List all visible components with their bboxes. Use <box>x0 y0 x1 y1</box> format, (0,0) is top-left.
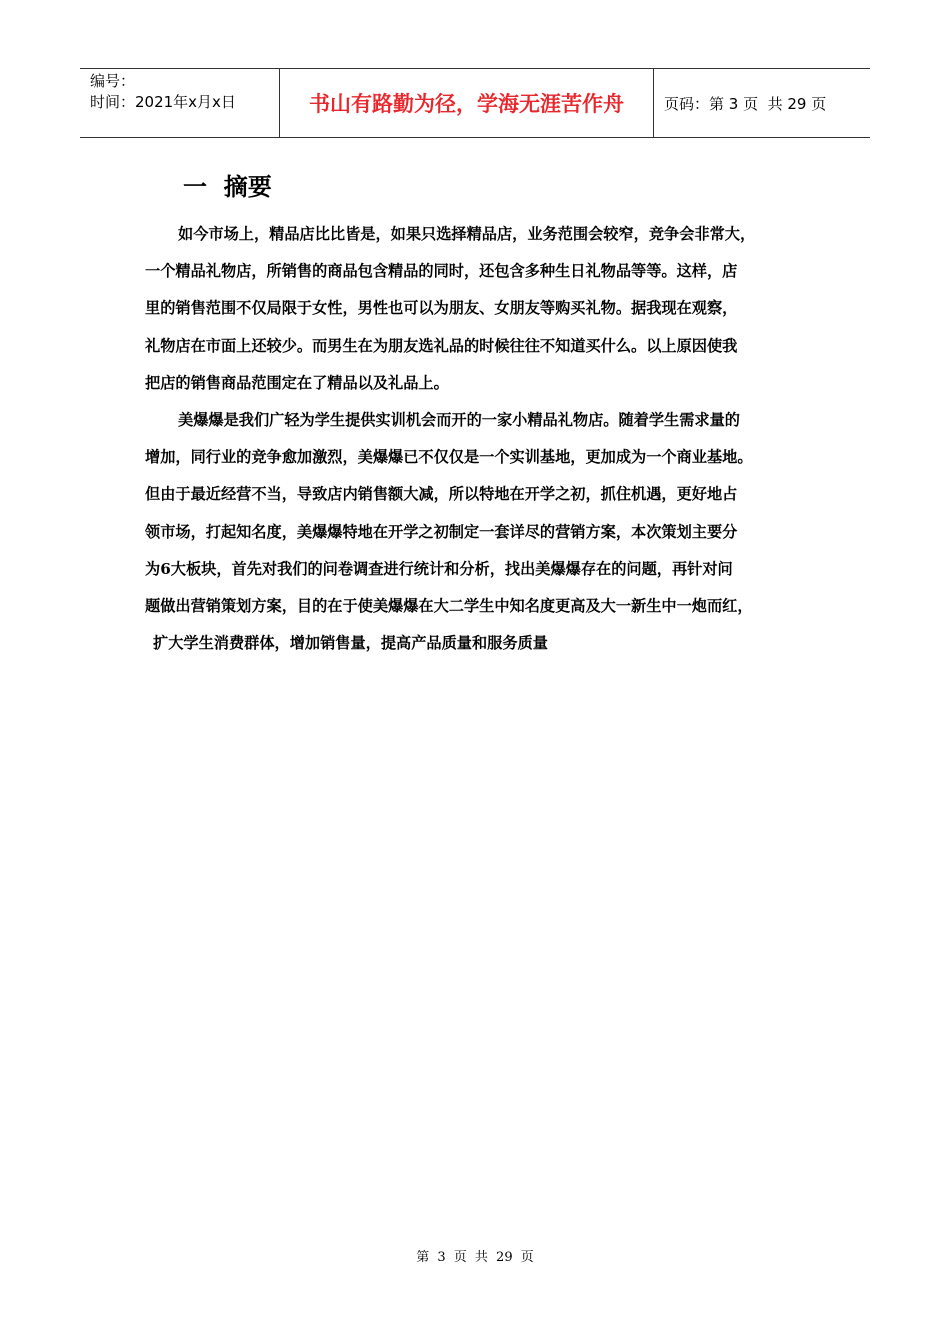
body-line: 里的销售范围不仅局限于女性，男性也可以为朋友、女朋友等购买礼物。据我现在观察， <box>145 299 738 318</box>
body-line: 把店的销售商品范围定在了精品以及礼品上。 <box>145 373 449 392</box>
time-label: 时间：2021年x月x日 <box>90 93 236 111</box>
body-line: 一个精品礼物店，所销售的商品包含精品的同时，还包含多种生日礼物品等等。这样，店 <box>145 262 738 281</box>
number-label: 编号： <box>90 72 136 90</box>
header-motto: 书山有路勤为径，学海无涯苦作舟 <box>280 69 654 137</box>
body-line: 领市场，打起知名度，美爆爆特地在开学之初制定一套详尽的营销方案，本次策划主要分 <box>145 522 738 541</box>
body-line: 扩大学生消费群体，增加销售量，提高产品质量和服务质量 <box>153 634 548 653</box>
abstract-body <box>145 219 813 665</box>
page-label: 页码：第 3 页 共 29 页 <box>664 94 827 113</box>
page-header <box>80 68 870 138</box>
section-title: 一 摘要 <box>183 172 272 201</box>
body-line: 如今市场上，精品店比比皆是，如果只选择精品店，业务范围会较窄，竞争会非常大， <box>178 225 756 243</box>
body-line: 增加，同行业的竞争愈加激烈，美爆爆已不仅仅是一个实训基地，更加成为一个商业基地。 <box>145 448 753 467</box>
header-meta <box>80 69 280 137</box>
body-line: 题做出营销策划方案，目的在于使美爆爆在大二学生中知名度更高及大一新生中一炮而红， <box>145 596 753 615</box>
body-line: 礼物店在市面上还较少。而男生在为朋友选礼品的时候往往不知道买什么。以上原因使我 <box>145 336 738 355</box>
body-line: 为6大板块，首先对我们的问卷调查进行统计和分析，找出美爆爆存在的问题，再针对问 <box>145 559 733 578</box>
body-line: 但由于最近经营不当，导致店内销售额大减，所以特地在开学之初，抓住机遇，更好地占 <box>145 485 738 504</box>
page-footer: 第 3 页 共 29 页 <box>416 1250 534 1265</box>
body-line: 美爆爆是我们广轻为学生提供实训机会而开的一家小精品礼物店。随着学生需求量的 <box>178 410 740 429</box>
header-page-info <box>654 69 870 137</box>
